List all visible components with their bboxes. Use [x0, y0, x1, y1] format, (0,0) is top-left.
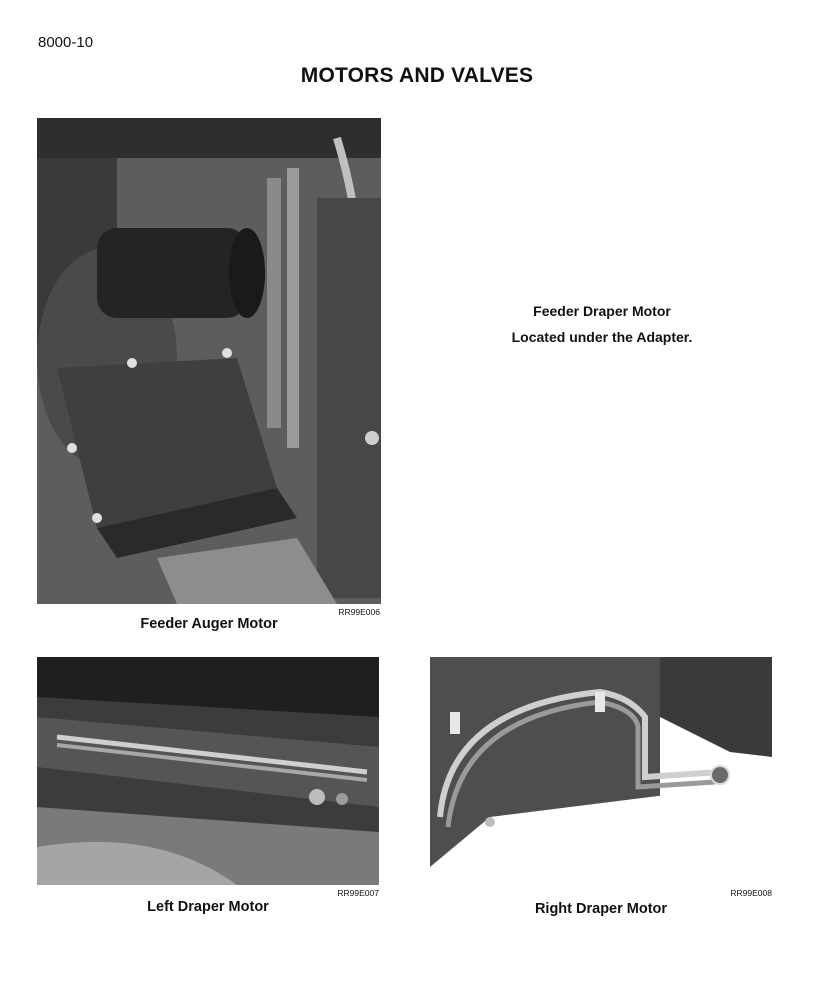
caption-left-draper-motor: Left Draper Motor — [147, 899, 269, 915]
feeder-auger-motor-photo — [37, 118, 381, 604]
figure-code-rr99e006: RR99E006 — [338, 607, 380, 617]
page-number: 8000-10 — [38, 34, 94, 51]
feeder-draper-location: Located under the Adapter. — [511, 329, 693, 345]
figure-code-rr99e008: RR99E008 — [730, 888, 772, 898]
feeder-draper-description — [420, 298, 784, 350]
figure-code-rr99e007: RR99E007 — [337, 888, 379, 898]
page-title: MOTORS AND VALVES — [300, 64, 534, 87]
caption-feeder-auger-motor: Feeder Auger Motor — [140, 616, 278, 632]
left-draper-motor-photo — [37, 657, 379, 885]
caption-right-draper-motor: Right Draper Motor — [534, 901, 668, 917]
feeder-draper-title: Feeder Draper Motor — [533, 303, 671, 319]
right-draper-motor-photo — [430, 657, 772, 875]
